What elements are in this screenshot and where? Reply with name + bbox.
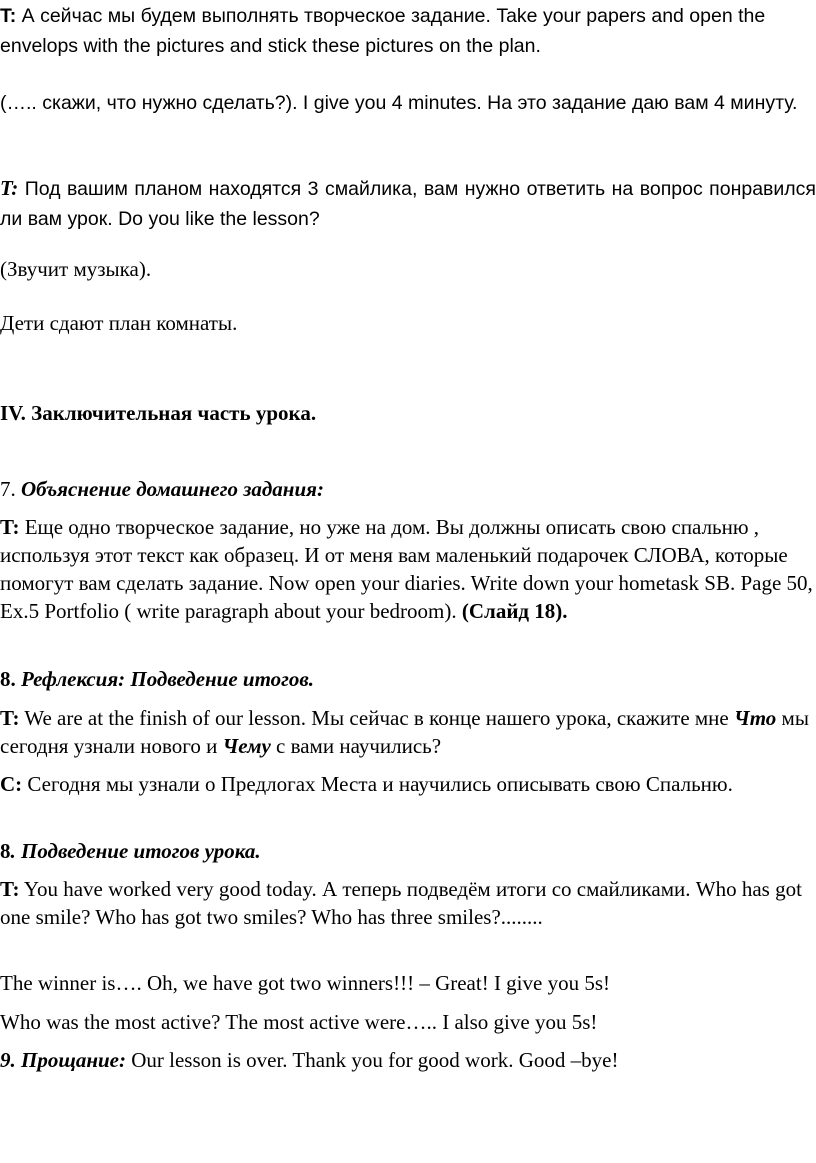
paragraph-text: (Звучит музыка).: [0, 257, 152, 281]
heading-title: . Подведение итогов урока.: [10, 839, 261, 863]
paragraph-text: А сейчас мы будем выполнять творческое задание. Take your papers and open the envelops with the pictures and stick these pictures on the plan.: [0, 5, 766, 57]
paragraph-text: Дети сдают план комнаты.: [0, 311, 238, 335]
speaker-label: T:: [0, 176, 19, 200]
heading-title: Объяснение домашнего задания:: [21, 477, 324, 501]
paragraph-reflection-question: [0, 704, 816, 760]
emphasis-word: Чему: [222, 734, 271, 758]
paragraph-hand-in: [0, 309, 816, 337]
paragraph-text: Под вашим планом находятся 3 смайлика, вам нужно ответить на вопрос понравился ли вам урок.: [0, 178, 816, 230]
slide-reference: (Слайд 18).: [461, 599, 568, 623]
heading-title: Рефлексия: Подведение итогов.: [21, 667, 315, 691]
heading-homework: [0, 475, 816, 503]
speaker-label: T:: [0, 877, 20, 901]
paragraph-time-limit: [0, 88, 816, 118]
speaker-label: T:: [0, 5, 17, 27]
paragraph-text: Еще одно творческое задание, но уже на дом. Вы должны описать свою спальню , используя этот текст как образец. И от меня вам маленький подарочек СЛОВА, которые помогут вам сделать задание. Now open your diaries. Write down your hometask SB. Page 50, Ex.5 Portfolio ( write paragraph about your bedroom).: [0, 515, 813, 623]
heading-summary: [0, 837, 816, 865]
paragraph-text: Сегодня мы узнали о Предлогах Места и научились описывать свою Спальню.: [22, 772, 733, 796]
section-heading: [0, 399, 816, 427]
paragraph-summary: [0, 875, 816, 931]
section-heading-text: IV. Заключительная часть урока.: [0, 401, 317, 425]
paragraph-farewell: [0, 1046, 816, 1074]
paragraph-text: Our lesson is over. Thank you for good work. Good –bye!: [125, 1048, 619, 1072]
paragraph-creative-task: [0, 1, 816, 61]
heading-reflection: [0, 665, 816, 693]
paragraph-text: (….. скажи, что нужно сделать?). I give you 4 minutes. На это задание даю вам 4 минуту.: [0, 92, 798, 114]
heading-number: 8: [0, 839, 11, 863]
heading-title: 9. Прощание:: [0, 1048, 126, 1072]
emphasis-word: Что: [734, 706, 777, 730]
paragraph-smiles: [0, 173, 816, 234]
heading-number: 7.: [0, 477, 21, 501]
paragraph-text: мы сегодня узнали нового и: [0, 706, 809, 758]
question-text: Do you like the lesson?: [118, 208, 320, 230]
paragraph-reflection-answer: [0, 770, 816, 798]
paragraph-text: You have worked very good today. А теперь подведём итоги со смайликами. Who has got one smile? Who has got two smiles? Who has three smiles?........: [0, 877, 802, 929]
paragraph-text: Who was the most active? The most active were….. I also give you 5s!: [0, 1010, 598, 1034]
paragraph-homework: [0, 513, 816, 625]
paragraph-text: The winner is…. Oh, we have got two winners!!! – Great! I give you 5s!: [0, 971, 611, 995]
speaker-label: T:: [0, 515, 20, 539]
paragraph-music: [0, 255, 816, 283]
speaker-label: C:: [0, 772, 23, 796]
paragraph-most-active: [0, 1008, 816, 1036]
paragraph-winners: [0, 969, 816, 997]
paragraph-text: с вами научились?: [270, 734, 442, 758]
heading-number: 8.: [0, 667, 21, 691]
paragraph-text: We are at the finish of our lesson. Мы сейчас в конце нашего урока, скажите мне: [19, 706, 734, 730]
speaker-label: T:: [0, 706, 20, 730]
